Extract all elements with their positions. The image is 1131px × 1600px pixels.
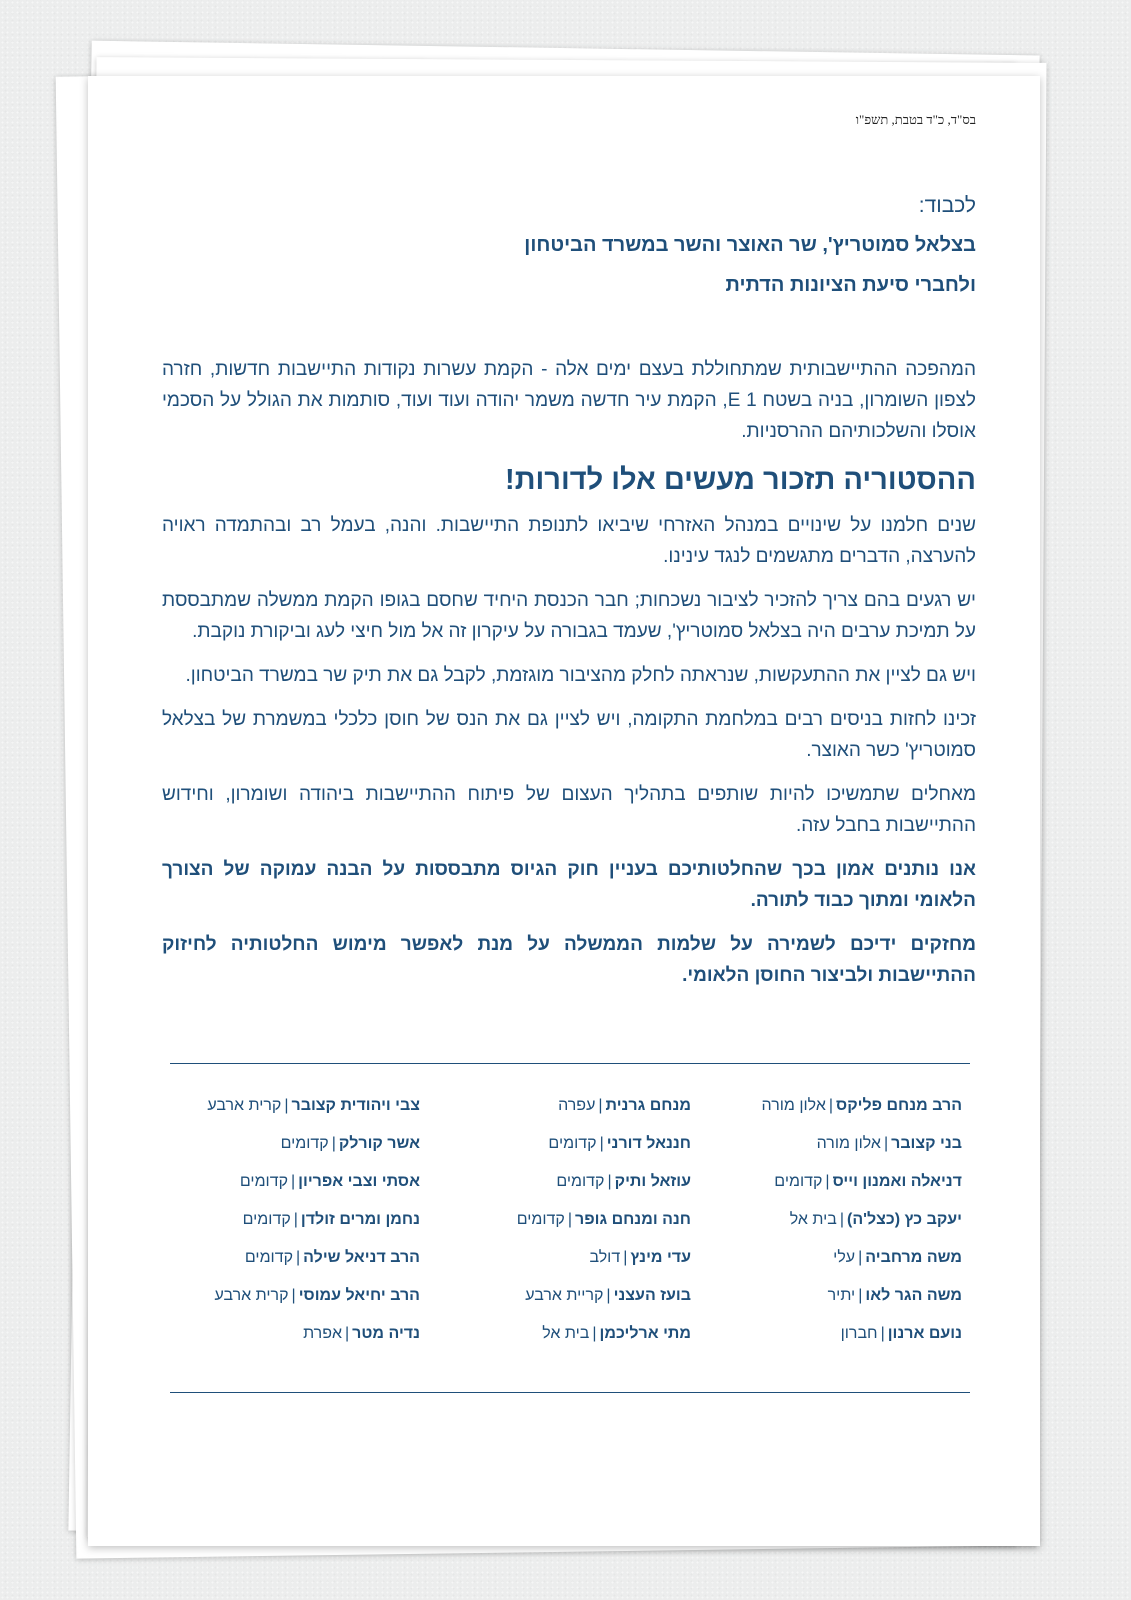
signatory-place: אלון מורה — [761, 1097, 826, 1114]
signatory-place: קרית ארבע — [214, 1287, 289, 1304]
signatory-name: אשר קורלק — [338, 1135, 420, 1152]
separator: | — [623, 1249, 628, 1266]
signatory-name: דניאלה ואמנון וייס — [832, 1173, 962, 1190]
signatory — [441, 1287, 691, 1325]
signatory — [170, 1135, 420, 1173]
signatory — [712, 1287, 962, 1325]
signatory — [712, 1097, 962, 1135]
separator: | — [883, 1135, 889, 1152]
signatory — [441, 1097, 691, 1135]
greeting: לכבוד: — [918, 194, 976, 217]
signatory-place: יתיר — [827, 1287, 856, 1304]
signatory-column — [170, 1097, 420, 1363]
signatory-name: עדי מינץ — [630, 1249, 691, 1266]
separator: | — [606, 1287, 611, 1304]
signatory-place: קדומים — [516, 1211, 565, 1228]
signatory-place: קרית ארבע — [207, 1097, 282, 1114]
separator: | — [567, 1211, 572, 1228]
signatory-name: בני קצובר — [891, 1135, 962, 1152]
separator: | — [839, 1211, 844, 1228]
signatory-name: משה הגר לאו — [865, 1287, 962, 1304]
closing-paragraph: מחזקים ידיכם לשמירה על שלמות הממשלה על מנת לאפשר מימוש החלטותיה לחיזוק ההתיישבות ולביצור החוסן הלאומי. — [162, 934, 976, 986]
signatory-name: הרב דניאל שילה — [303, 1249, 420, 1266]
signatory — [170, 1211, 420, 1249]
signatory-name: נחמן ומרים זולדן — [300, 1211, 420, 1228]
signatory — [441, 1211, 691, 1249]
body-paragraph: מאחלים שתמשיכו להיות שותפים בתהליך העצום של פיתוח ההתיישבות ביהודה ושומרון, וחידוש ההתיישבות בחבל עזה. — [162, 784, 976, 836]
body-paragraph: שנים חלמנו על שינויים במנהל האזרחי שיביאו לתנופת התיישבות. והנה, בעמל רב ובהתמדה ראויה להערצה, הדברים מתגשמים לנגד עינינו. — [162, 515, 976, 567]
signatory-name: נועם ארנון — [887, 1325, 962, 1342]
letter-page — [88, 76, 1040, 1546]
signatory — [170, 1173, 420, 1211]
signatory — [170, 1097, 420, 1135]
separator: | — [284, 1097, 289, 1114]
signatory-place: קדומים — [239, 1173, 289, 1190]
signatory-place: קריית ארבע — [525, 1287, 604, 1304]
addressee-primary: בצלאל סמוטריץ', שר האוצר והשר במשרד הביטחון — [524, 234, 976, 256]
letter-date: בס"ד, כ"ד בטבת, תשפ"ו — [855, 112, 976, 127]
intro-paragraph: המהפכה ההתיישבותית שמתחוללת בעצם ימים אלה - הקמת עשרות נקודות התיישבות חדשות, חזרה לצפון השומרון, בניה בשטח E 1, הקמת עיר חדשה משמר יהודה ועוד ועוד, סותמות את הגולל על הסכמי אוסלו והשלכותיהם ההרסניות. — [162, 359, 976, 442]
separator: | — [345, 1325, 350, 1342]
signatory-place: אפרת — [303, 1325, 343, 1342]
separator: | — [825, 1173, 830, 1190]
signatory — [712, 1249, 962, 1287]
signatory-name: בועז העצני — [613, 1287, 691, 1304]
signatory-name: עוזאל ותיק — [614, 1173, 691, 1190]
signatory-name: אסתי וצבי אפריון — [298, 1173, 420, 1190]
signatory — [712, 1211, 962, 1249]
signatory-name: יעקב כץ (כצל'ה) — [847, 1211, 962, 1228]
separator: | — [296, 1249, 301, 1266]
signatory-place: קדומים — [556, 1173, 605, 1190]
signatory-name: נדיה מטר — [352, 1325, 420, 1342]
signatory-place: קדומים — [280, 1135, 329, 1152]
signatory — [441, 1325, 691, 1363]
signatory — [441, 1249, 691, 1287]
signatory-place: קדומים — [244, 1249, 294, 1266]
separator: | — [331, 1135, 336, 1152]
signatory-place: קדומים — [774, 1173, 823, 1190]
separator: | — [607, 1173, 612, 1190]
addressee-secondary: ולחברי סיעת הציונות הדתית — [725, 274, 976, 296]
signatory-place: עפרה — [558, 1097, 596, 1114]
signatories — [170, 1097, 962, 1363]
signatory — [170, 1325, 420, 1363]
signatory-name: משה מרחביה — [865, 1249, 962, 1266]
separator: | — [858, 1287, 863, 1304]
separator: | — [291, 1287, 296, 1304]
signatory — [712, 1135, 962, 1173]
signatory-name: מנחם גרנית — [605, 1097, 691, 1114]
closing-paragraph: אנו נותנים אמון בכך שהחלטותיכם בעניין חוק הגיוס מתבססות על הבנה עמוקה של הצורך הלאומי ומתוך כבוד לתורה. — [162, 859, 976, 911]
signatory — [170, 1249, 420, 1287]
signatory — [712, 1325, 962, 1363]
signatory-place: דולב — [589, 1249, 621, 1266]
signatory-place: בית אל — [542, 1325, 590, 1342]
signatory-place: בית אל — [789, 1211, 837, 1228]
signatory — [170, 1287, 420, 1325]
signatory-name: מתי ארליכמן — [599, 1325, 691, 1342]
letter-body — [162, 354, 976, 1004]
signatory — [712, 1173, 962, 1211]
signatory-place: אלון מורה — [816, 1135, 881, 1152]
separator: | — [858, 1249, 863, 1266]
signatory-place: קדומים — [242, 1211, 291, 1228]
signatory-place: עלי — [833, 1249, 856, 1266]
signatory-name: הרב מנחם פליקס — [836, 1097, 962, 1114]
signatory-place: קדומים — [548, 1135, 597, 1152]
divider-top — [170, 1063, 970, 1064]
signatory-name: הרב יחיאל עמוסי — [298, 1287, 420, 1304]
headline: ההסטוריה תזכור מעשים אלו לדורות! — [505, 464, 976, 496]
body-paragraph: זכינו לחזות בניסים רבים במלחמת התקומה, ויש לציין גם את הנס של חוסן כלכלי במשמרת של בצלאל סמוטריץ' כשר האוצר. — [162, 709, 976, 761]
signatory-column — [712, 1097, 962, 1363]
signatory-name: חנה ומנחם גופר — [574, 1211, 691, 1228]
separator: | — [592, 1325, 597, 1342]
separator: | — [293, 1211, 298, 1228]
separator: | — [598, 1097, 603, 1114]
signatory — [441, 1173, 691, 1211]
divider-bottom — [170, 1392, 970, 1393]
body-paragraph: יש רגעים בהם צריך להזכיר לציבור נשכחות; חבר הכנסת היחיד שחסם בגופו הקמת ממשלה שמתבססת על תמיכת ערבים היה בצלאל סמוטריץ', שעמד בגבורה על עיקרון זה אל מול חיצי לעג וביקורת נוקבת. — [162, 590, 976, 642]
separator: | — [880, 1325, 885, 1342]
signatory-column — [441, 1097, 691, 1363]
signatory — [441, 1135, 691, 1173]
separator: | — [291, 1173, 296, 1190]
separator: | — [599, 1135, 604, 1152]
signatory-name: חננאל דורני — [606, 1135, 691, 1152]
separator: | — [828, 1097, 834, 1114]
signatory-place: חברון — [840, 1325, 878, 1342]
body-paragraph: ויש גם לציין את ההתעקשות, שנראתה לחלק מהציבור מוגזמת, לקבל גם את תיק שר במשרד הביטחון. — [185, 665, 976, 686]
signatory-name: צבי ויהודית קצובר — [291, 1097, 420, 1114]
